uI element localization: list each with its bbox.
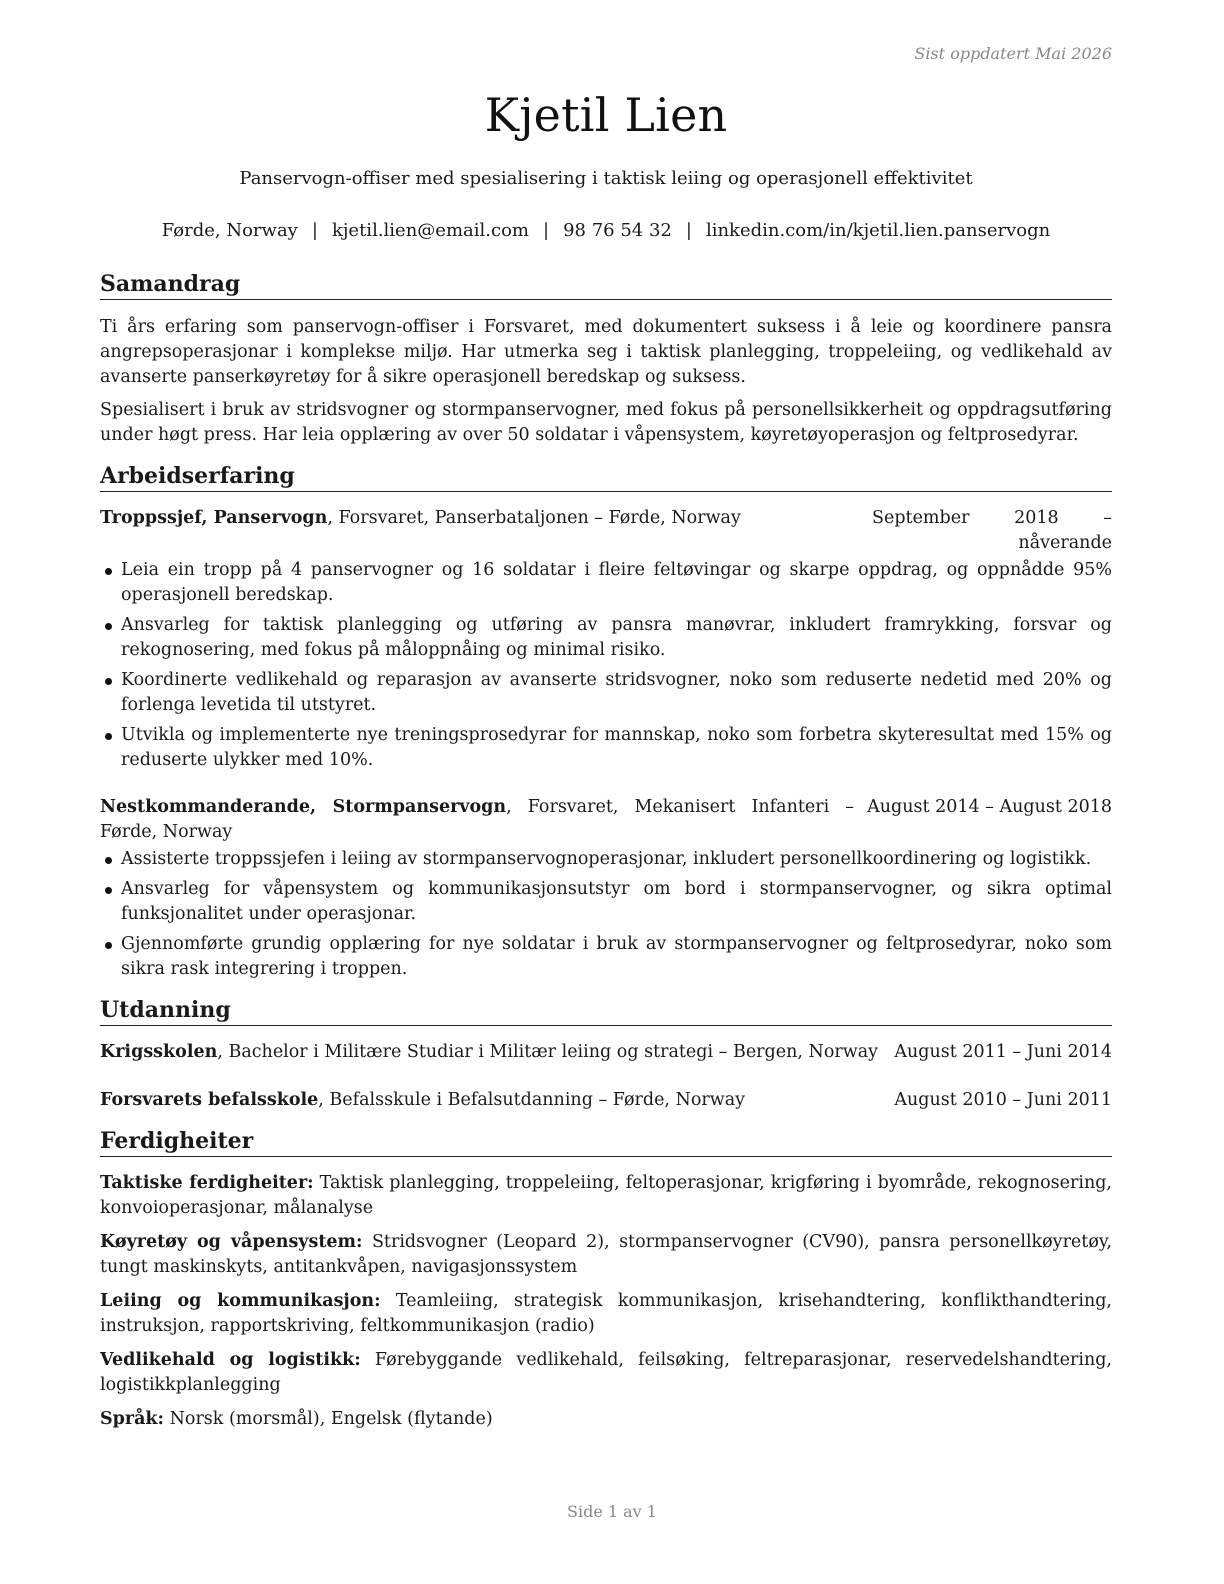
summary-paragraph: Ti års erfaring som panservogn-offiser i Forsvaret, med dokumentert suksess i å leie og koordinere pansra angrepsoperasjonar i komplekse miljø. Har utmerka seg i taktisk planlegging, troppeleiing, og vedlikehald av avanserte panserkøyretøy for å sikre operasjonell beredskap og suksess. (100, 317, 1112, 387)
skills-section (100, 1127, 1112, 1432)
job-bullets (100, 558, 1112, 773)
job-dates: August 2014 – August 2018 (867, 797, 1112, 817)
experience-section (100, 462, 1112, 982)
contact-separator: | (685, 220, 692, 241)
skill-text: Norsk (morsmål), Engelsk (flytande) (164, 1409, 493, 1429)
education-section (100, 996, 1112, 1113)
section-heading-summary: Samandrag (100, 270, 1112, 300)
job-dates: September 2018 – nåverande (872, 508, 1112, 553)
last-updated: Sist oppdatert Mai 2026 (914, 44, 1112, 63)
education-school: Forsvarets befalsskole (100, 1090, 319, 1110)
job-entry (100, 795, 1112, 982)
contact-line (100, 220, 1112, 241)
tagline: Panservogn-offiser med spesialisering i taktisk leiing og operasjonell effektivitet (239, 168, 973, 189)
contact-phone: 98 76 54 32 (563, 220, 672, 241)
job-bullet: Assisterte troppssjefen i leiing av stormpanservognoperasjonar, inkludert personellkoordinering og logistikk. (100, 847, 1112, 872)
skill-label: Taktiske ferdigheiter: (100, 1173, 314, 1193)
skill-text: Teamleiing, strategisk kommunikasjon, krisehandtering, konflikthandtering, instruksjon, rapportskriving, feltkommunikasjon (radio) (100, 1291, 1112, 1336)
job-bullet: Utvikla og implementerte nye treningsprosedyrar for mannskap, noko som forbetra skyteresultat med 15% og reduserte ulykker med 10%. (100, 723, 1112, 773)
education-school: Krigsskolen (100, 1042, 218, 1062)
section-heading-education: Utdanning (100, 996, 1112, 1026)
skill-group (100, 1348, 1112, 1398)
education-entry (100, 1040, 1112, 1065)
skill-text: Taktisk planlegging, troppeleiing, feltoperasjonar, krigføring i byområde, rekognosering, konvoioperasjonar, målanalyse (100, 1173, 1112, 1218)
job-entry (100, 506, 1112, 773)
education-dates: August 2010 – Juni 2011 (894, 1090, 1112, 1110)
skill-label: Språk: (100, 1409, 165, 1429)
education-detail: , Bachelor i Militære Studiar i Militær leiing og strategi – Bergen, Norway (217, 1042, 879, 1062)
skill-group (100, 1230, 1112, 1280)
contact-separator: | (542, 220, 550, 241)
summary-paragraph: Spesialisert i bruk av stridsvogner og stormpanservogner, med fokus på personellsikkerheit og oppdragsutføring under høgt press. Har leia opplæring av over 50 soldatar i våpensystem, køyretøyoperasjon og feltprosedyrar. (100, 400, 1112, 445)
job-role: Troppssjef, Panservogn (100, 508, 328, 528)
job-bullets (100, 847, 1112, 982)
skill-text: Stridsvogner (Leopard 2), stormpanservogner (CV90), pansra personellkøyretøy, tungt maskinskyts, antitankvåpen, navigasjonssystem (100, 1232, 1112, 1277)
skill-group (100, 1171, 1112, 1221)
skill-group (100, 1289, 1112, 1339)
section-heading-skills: Ferdigheiter (100, 1127, 1112, 1157)
section-heading-experience: Arbeidserfaring (100, 462, 1112, 492)
job-org: , Forsvaret, Mekanisert Infanteri – Førde, Norway (100, 797, 854, 842)
job-bullet: Ansvarleg for våpensystem og kommunikasjonsutstyr om bord i stormpanservogner, og sikra optimal funksjonalitet under operasjonar. (100, 877, 1112, 927)
education-detail: , Befalsskule i Befalsutdanning – Førde, Norway (318, 1090, 746, 1110)
candidate-name: Kjetil Lien (484, 88, 728, 142)
job-title-line (100, 506, 872, 556)
job-bullet: Gjennomførte grundig opplæring for nye soldatar i bruk av stormpanservogner og feltprosedyrar, noko som sikra rask integrering i troppen. (100, 932, 1112, 982)
contact-email[interactable]: kjetil.lien@email.com (331, 220, 529, 241)
job-role: Nestkommanderande, Stormpanservogn (100, 797, 507, 817)
contact-linkedin[interactable]: linkedin.com/in/kjetil.lien.panservogn (705, 220, 1051, 241)
skill-group (100, 1407, 1112, 1432)
page-number: Side 1 av 1 (567, 1502, 657, 1521)
skill-label: Køyretøy og våpensystem: (100, 1232, 363, 1252)
job-org: , Forsvaret, Panserbataljonen – Førde, Norway (327, 508, 741, 528)
job-bullet: Ansvarleg for taktisk planlegging og utføring av pansra manøvrar, inkludert framrykking, forsvar og rekognosering, med fokus på måloppnåing og minimal risiko. (100, 613, 1112, 663)
summary-section (100, 270, 1112, 448)
job-title-line (100, 795, 862, 845)
skill-label: Leiing og kommunikasjon: (100, 1291, 381, 1311)
contact-location: Førde, Norway (161, 220, 298, 241)
contact-separator: | (311, 220, 318, 241)
resume-content (100, 270, 1112, 1441)
job-bullet: Leia ein tropp på 4 panservogner og 16 soldatar i fleire feltøvingar og skarpe oppdrag, og oppnådde 95% operasjonell beredskap. (100, 558, 1112, 608)
job-bullet: Koordinerte vedlikehald og reparasjon av avanserte stridsvogner, noko som reduserte nedetid med 20% og forlenga levetida til utstyret. (100, 668, 1112, 718)
education-dates: August 2011 – Juni 2014 (894, 1042, 1112, 1062)
skill-text: Førebyggande vedlikehald, feilsøking, feltreparasjonar, reservedelshandtering, logistikkplanlegging (100, 1350, 1113, 1395)
skill-label: Vedlikehald og logistikk: (100, 1350, 361, 1370)
education-entry (100, 1088, 1112, 1113)
